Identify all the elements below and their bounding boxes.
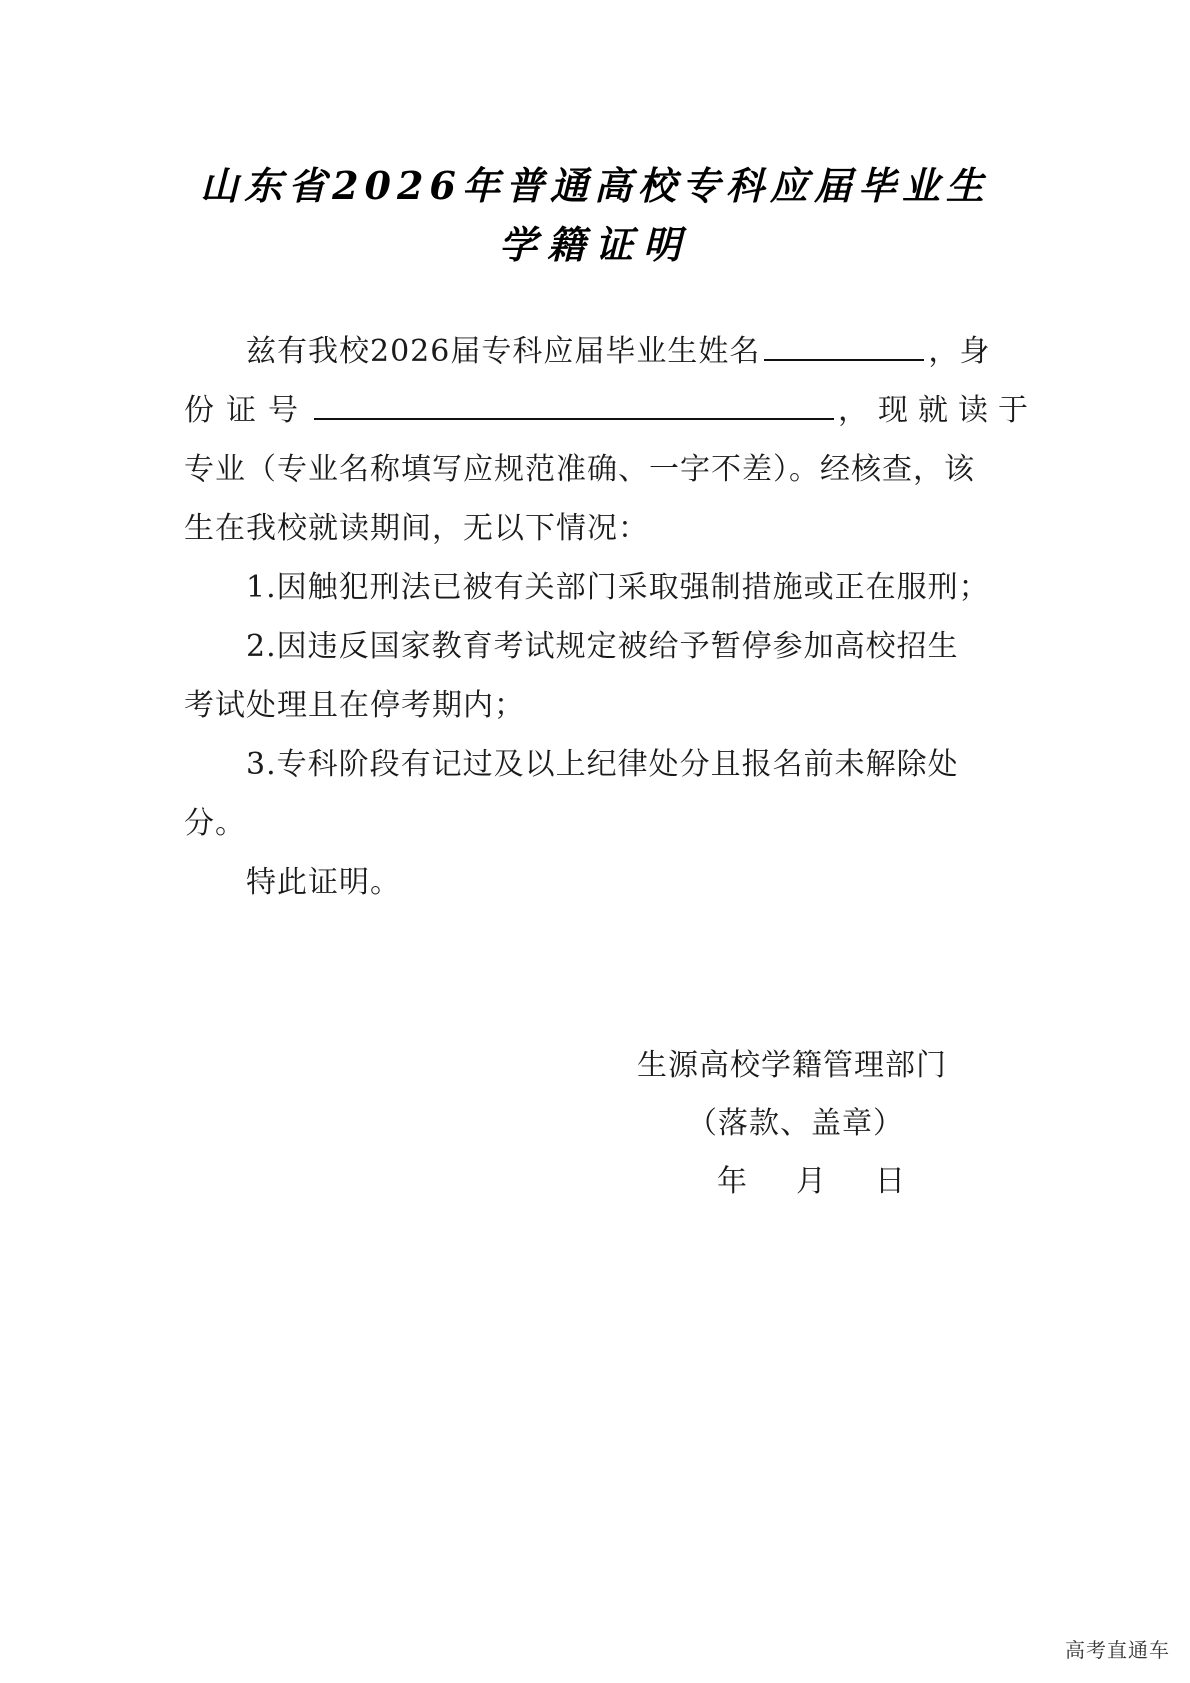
id-label: 份证号 [184, 393, 310, 428]
seal-note: （落款、盖章） [687, 1106, 904, 1141]
document-title-line1: 山东省2026年普通高校专科应届毕业生 [200, 163, 990, 208]
closing-statement: 特此证明。 [246, 865, 401, 900]
date-month: 月 [796, 1164, 827, 1199]
condition-item-3: 3.专科阶段有记过及以上纪律处分且报名前未解除处 [246, 747, 959, 782]
conditions-intro: 生在我校就读期间，无以下情况： [184, 511, 649, 546]
id-number-blank[interactable] [314, 388, 834, 420]
date-year: 年 [717, 1164, 748, 1199]
date-line [717, 1156, 906, 1200]
condition-item-2: 2.因违反国家教育考试规定被给予暂停参加高校招生 [246, 629, 959, 664]
major-line: 专业（专业名称填写应规范准确、一字不差）。经核查，该 [184, 452, 975, 487]
intro-text: 兹有我校2026届专科应届毕业生姓名 [246, 334, 761, 369]
issuing-department: 生源高校学籍管理部门 [637, 1048, 947, 1083]
id-line [184, 381, 1038, 440]
name-blank[interactable] [764, 329, 924, 361]
intro-line [184, 322, 1014, 381]
date-day: 日 [875, 1164, 906, 1199]
id-suffix: ，现就读于 [838, 393, 1038, 428]
document-title-line2: 学籍证明 [498, 222, 691, 267]
condition-item-1: 1.因触犯刑法已被有关部门采取强制措施或正在服刑； [246, 570, 990, 605]
condition-item-2-cont: 考试处理且在停考期内； [184, 688, 525, 723]
watermark: 高考直通车 [1065, 1638, 1170, 1662]
condition-item-3-cont: 分。 [184, 806, 246, 841]
certificate-body [184, 322, 1038, 912]
intro-suffix: ，身 [928, 334, 991, 369]
